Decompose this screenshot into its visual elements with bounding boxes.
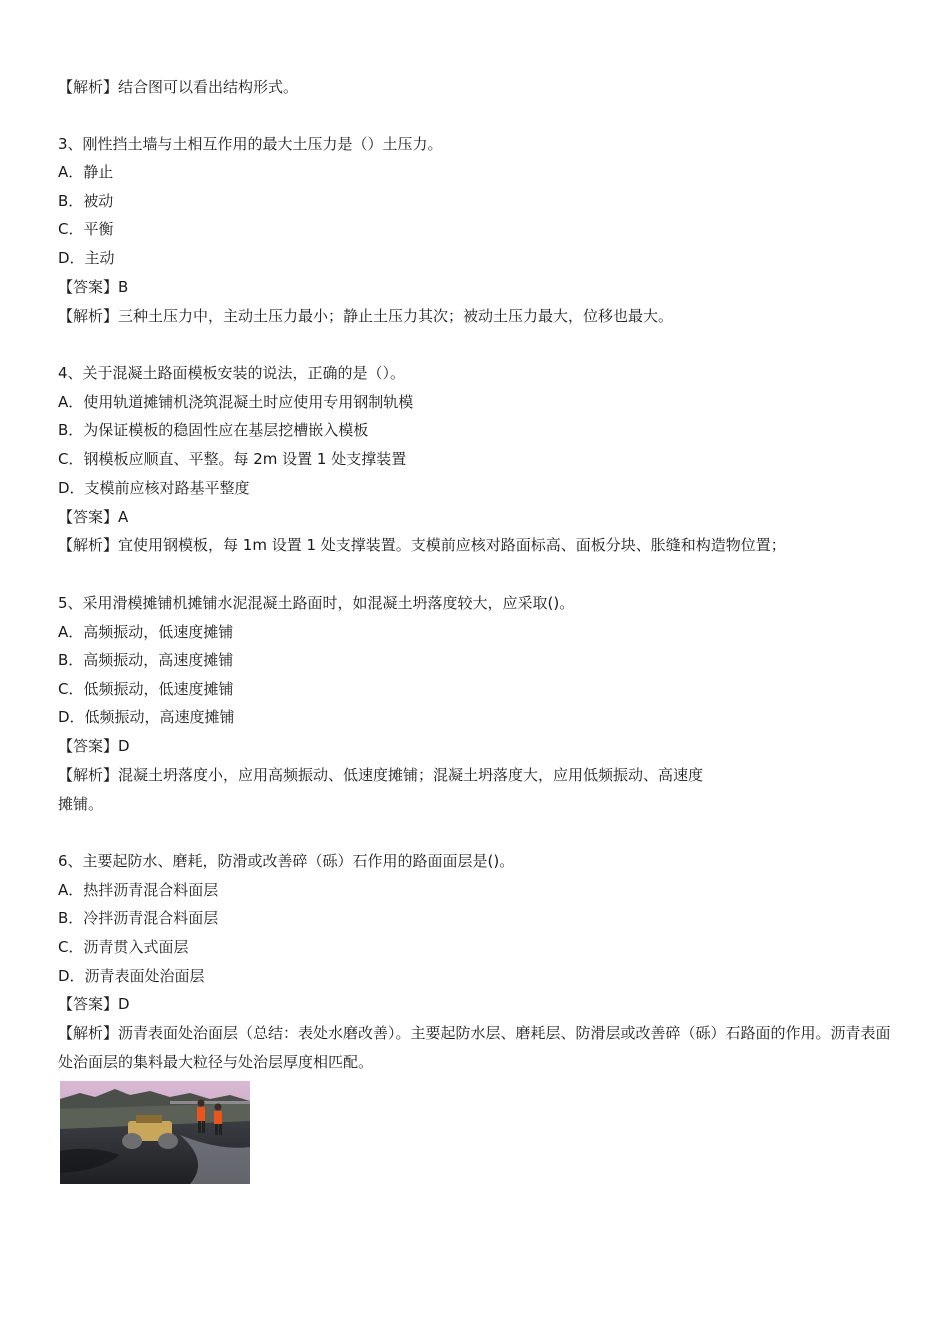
asphalt-paving-illustration: [60, 1081, 250, 1184]
worker-1-head: [198, 1100, 205, 1107]
q3-analysis: 【解析】三种土压力中，主动土压力最小；静止土压力其次；被动土压力最大，位移也最大。: [58, 307, 674, 325]
q3-stem: 3、刚性挡土墙与土相互作用的最大土压力是（）土压力。: [58, 135, 443, 153]
q5-stem: 5、采用滑模摊铺机摊铺水泥混凝土路面时，如混凝土坍落度较大，应采取()。: [58, 594, 575, 612]
q4-option-d: D．支模前应核对路基平整度: [58, 479, 250, 497]
q5-option-a: A．高频振动，低速度摊铺: [58, 623, 234, 641]
q3-option-c: C．平衡: [58, 220, 114, 238]
q5-option-b: B．高频振动，高速度摊铺: [58, 651, 234, 669]
roller-drum-right: [158, 1133, 178, 1149]
worker-1-leg-right: [202, 1121, 205, 1133]
q3-option-a: A．静止: [58, 163, 114, 181]
q4-option-a: A．使用轨道摊铺机浇筑混凝土时应使用专用钢制轨模: [58, 393, 414, 411]
worker-2-vest: [214, 1111, 222, 1124]
q6-option-c: C．沥青贯入式面层: [58, 938, 189, 956]
worker-2-leg-right: [219, 1124, 222, 1135]
roller-seat: [136, 1115, 162, 1123]
q6-option-a: A．热拌沥青混合料面层: [58, 881, 219, 899]
q5-answer: 【答案】D: [58, 737, 130, 755]
guardrail: [170, 1101, 250, 1104]
roller-drum-left: [122, 1133, 142, 1149]
worker-1-vest: [197, 1107, 205, 1121]
q6-analysis: 【解析】沥青表面处治面层（总结：表处水磨改善）。主要起防水层、磨耗层、防滑层或改善碎（砾）石路面的作用。沥青表面处治面层的集料最大粒径与处治层厚度相匹配。: [58, 1024, 891, 1071]
q4-answer: 【答案】A: [58, 508, 129, 526]
q6-option-d: D．沥青表面处治面层: [58, 967, 205, 985]
intro-analysis: 【解析】结合图可以看出结构形式。: [58, 78, 299, 96]
q5-option-c: C．低频振动，低速度摊铺: [58, 680, 234, 698]
q4-stem: 4、关于混凝土路面模板安装的说法，正确的是（）。: [58, 364, 406, 382]
worker-1-leg-left: [198, 1121, 201, 1133]
q3-option-d: D．主动: [58, 249, 115, 267]
q5-analysis-line2: 摊铺。: [58, 795, 104, 813]
q4-option-b: B．为保证模板的稳固性应在基层挖槽嵌入模板: [58, 421, 369, 439]
asphalt-paving-photo: [60, 1081, 250, 1184]
q5-analysis-line1: 【解析】混凝土坍落度小，应用高频振动、低速度摊铺；混凝土坍落度大，应用低频振动、高速度: [58, 766, 704, 784]
q6-stem: 6、主要起防水、磨耗，防滑或改善碎（砾）石作用的路面面层是()。: [58, 852, 515, 870]
q6-option-b: B．冷拌沥青混合料面层: [58, 909, 219, 927]
q6-answer: 【答案】D: [58, 995, 130, 1013]
q4-analysis: 【解析】宜使用钢模板，每 1m 设置 1 处支撑装置。支模前应核对路面标高、面板分块、胀缝和构造物位置；: [58, 536, 786, 554]
q4-option-c: C．钢模板应顺直、平整。每 2m 设置 1 处支撑装置: [58, 450, 407, 468]
q3-option-b: B．被动: [58, 192, 114, 210]
q5-option-d: D．低频振动，高速度摊铺: [58, 708, 235, 726]
q3-answer: 【答案】B: [58, 278, 129, 296]
worker-2-head: [215, 1104, 222, 1111]
worker-2-leg-left: [215, 1124, 218, 1135]
